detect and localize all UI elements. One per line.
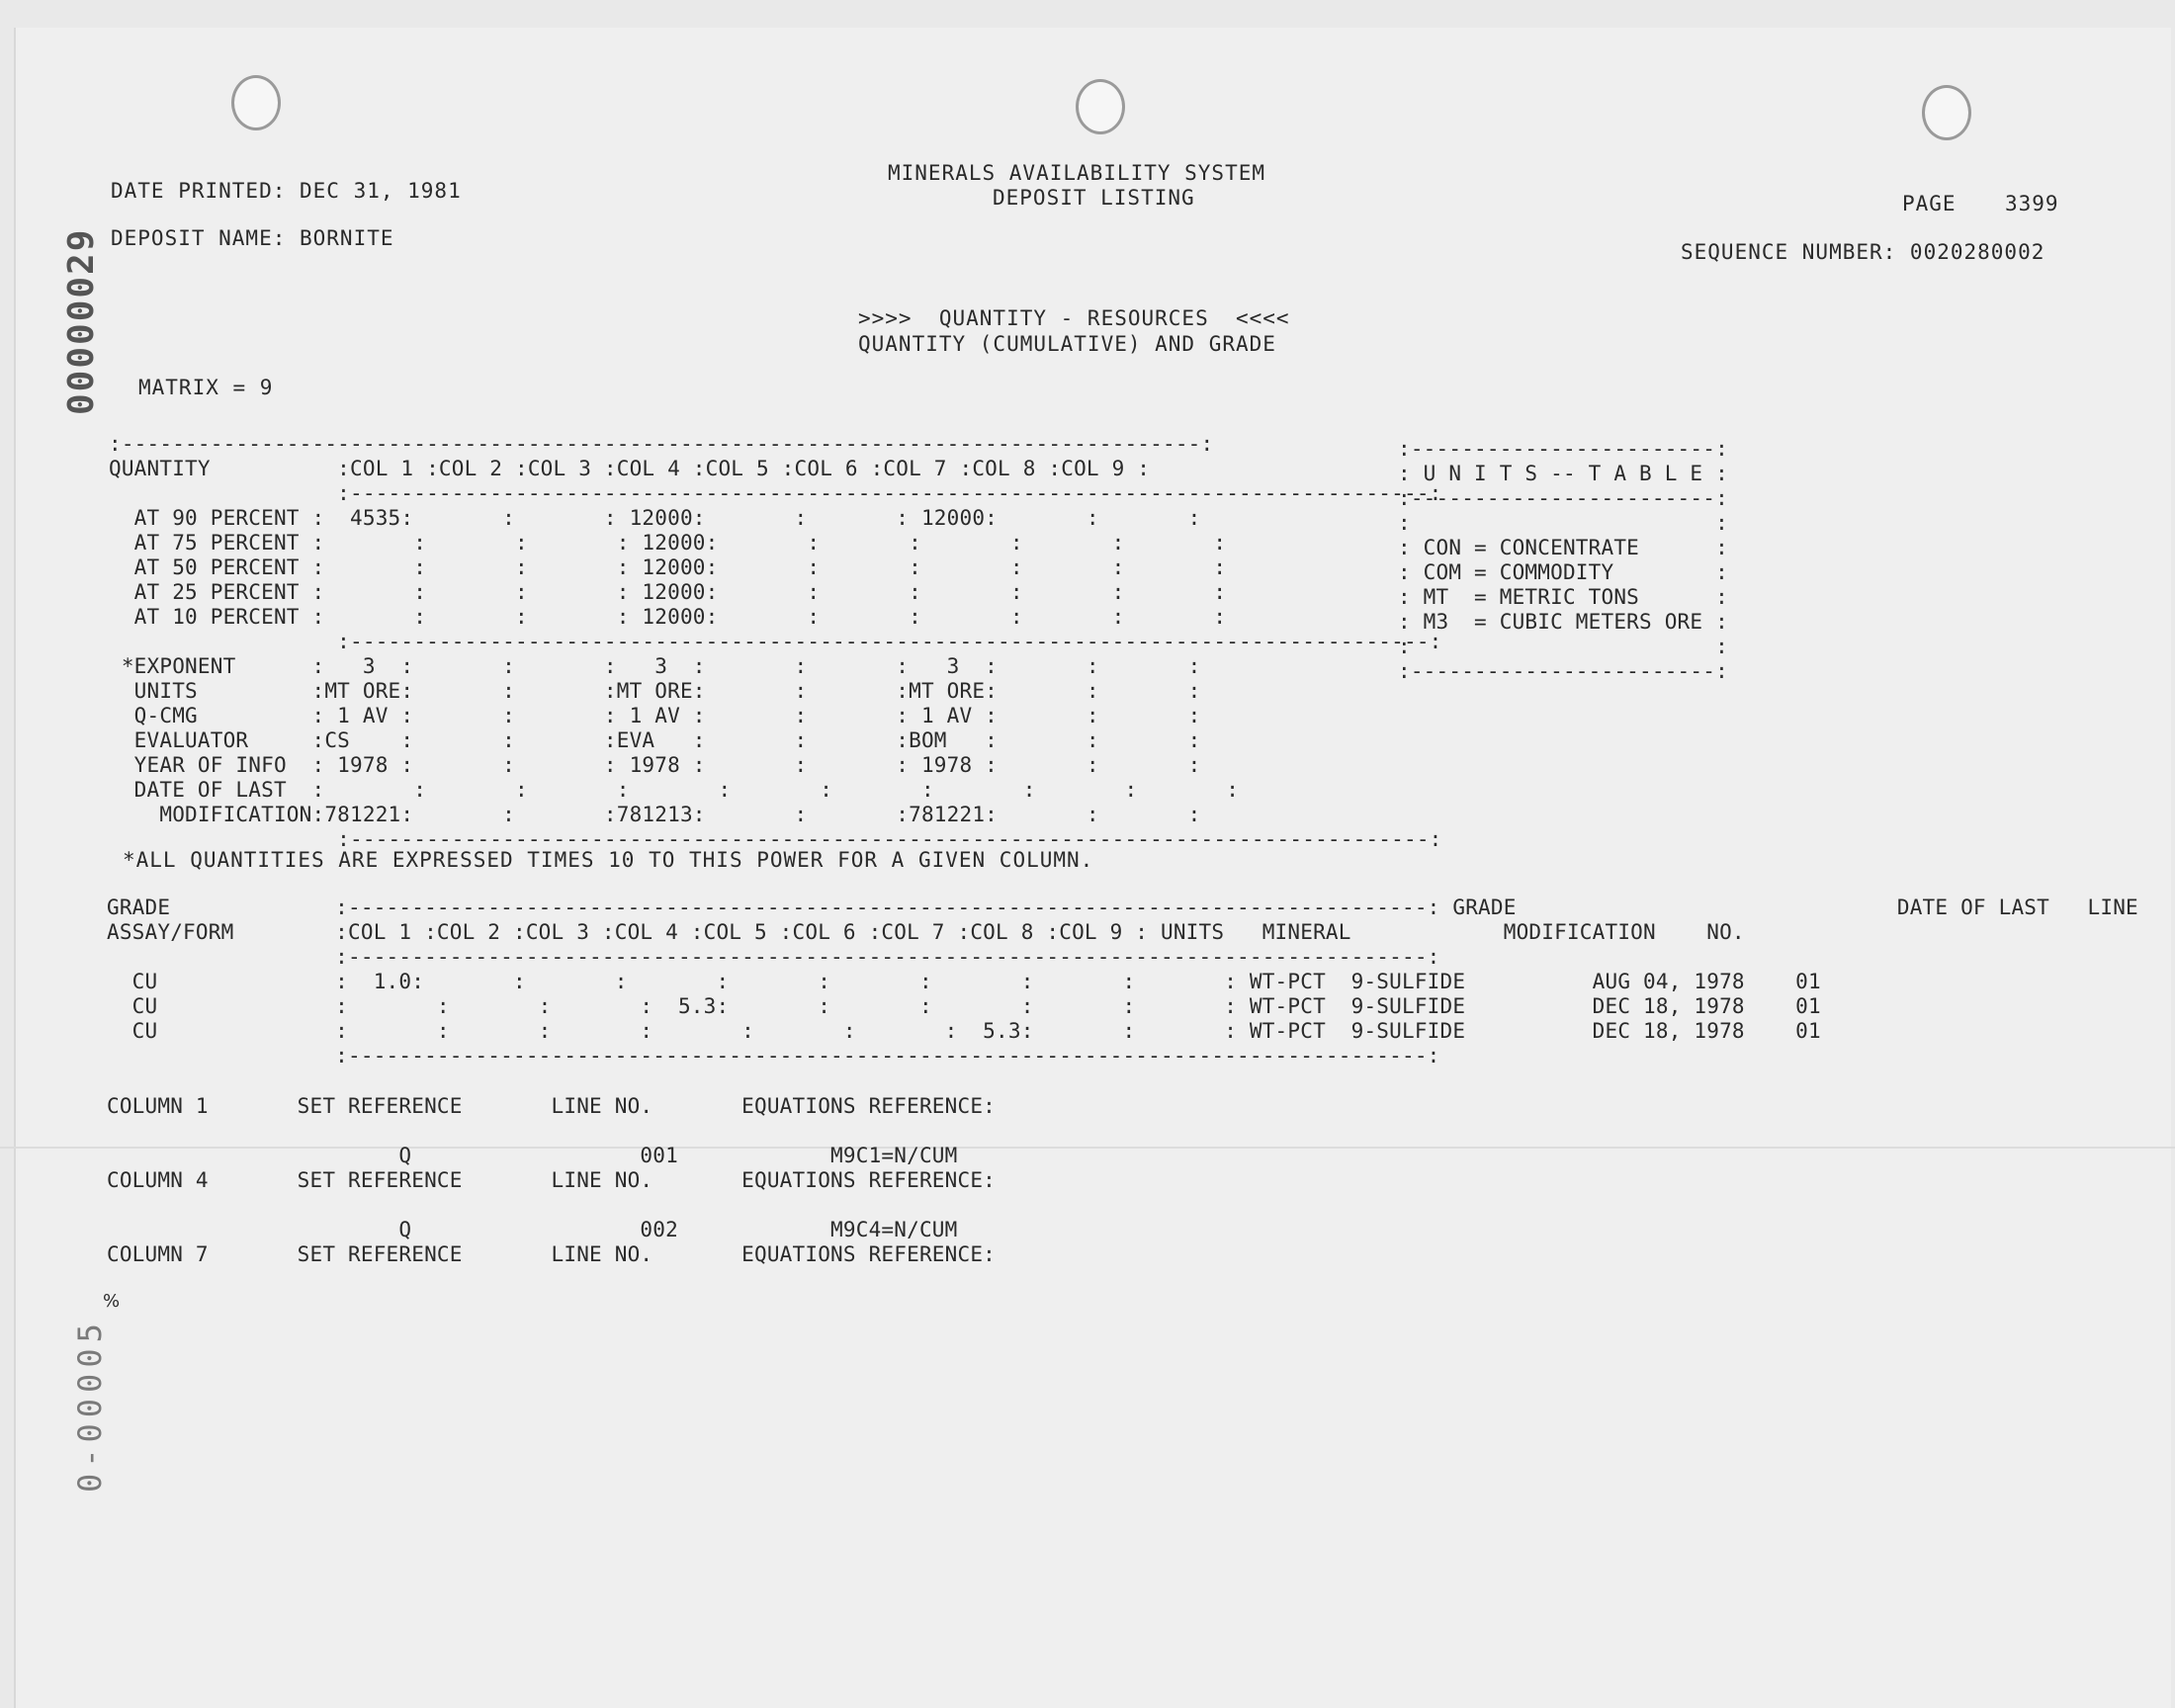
system-title: MINERALS AVAILABILITY SYSTEM — [888, 161, 1266, 185]
exponent-footnote: *ALL QUANTITIES ARE EXPRESSED TIMES 10 TO THIS POWER FOR A GIVEN COLUMN. — [123, 848, 1094, 872]
punch-hole-center — [1076, 79, 1125, 134]
section-title: >>>> QUANTITY - RESOURCES <<<< — [858, 306, 1290, 330]
punch-hole-left — [231, 75, 281, 130]
deposit-name: DEPOSIT NAME: BORNITE — [111, 226, 394, 250]
sequence-number: SEQUENCE NUMBER: 0020280002 — [1681, 240, 2045, 264]
date-printed: DATE PRINTED: DEC 31, 1981 — [111, 179, 462, 203]
page-number: 3399 — [2005, 192, 2059, 215]
quantity-table: :-------------------------------------------------------------------------------------: QUANTITY :COL 1 :COL 2 :COL 3 :COL 4 :COL 5 :COL 6 :COL 7 :COL 8 :COL 9 : :-------------------------------------------------------------------------------------: AT 90 PERCENT : 4535: : : 12000: : : 12000: : : AT 75 PERCENT : : : : 12000: : : : : : AT 50 PERCENT : : : : 12000: : : : : : AT 25 PERCENT : : : : 12000: : : : : : AT 10 PERCENT : : : : 12000: : : : : : :-------------------------------------------------------------------------------------: *EXPONENT : 3 : : : 3 : : : 3 : : : UNITS :MT ORE: : :MT ORE: : :MT ORE: : : Q-CMG : 1 AV : : : 1 AV : : : 1 AV : : : EVALUATOR :CS : : :EVA : : :BOM : : : YEAR OF INFO : 1978 : : : 1978 : : : 1978 : : : DATE OF LAST : : : : : : : : : : MODIFICATION:781221: : :781213: : :781221: : : :-------------------------------------------------------------------------------------: — [109, 432, 1442, 851]
bottom-margin-stamp: 0-00005 — [71, 1318, 109, 1493]
references-block: COLUMN 1 SET REFERENCE LINE NO. EQUATIONS REFERENCE: Q 001 M9C1=N/CUM COLUMN 4 SET REFERENCE LINE NO. EQUATIONS REFERENCE: Q 002 M9C4=N/CUM COLUMN 7 SET REFERENCE LINE NO. EQUATIONS REFERENCE: — [107, 1094, 997, 1266]
punch-hole-right — [1922, 85, 1971, 140]
section-subtitle: QUANTITY (CUMULATIVE) AND GRADE — [858, 332, 1276, 356]
matrix-label: MATRIX = 9 — [138, 376, 274, 399]
top-margin-stamp: 00000029 — [61, 227, 102, 415]
percent-mark: % — [103, 1291, 121, 1312]
units-table: :------------------------: : U N I T S -- T A B L E : :------------------------: : : : CON = CONCENTRATE : : COM = COMMODITY : : MT = METRIC TONS : : M3 = CUBIC METERS ORE : : : :------------------------: — [1398, 437, 1728, 683]
page-label: PAGE — [1902, 192, 1957, 215]
grade-table: GRADE :-------------------------------------------------------------------------------------: GRADE DATE OF LAST LINE ASSAY/FORM :COL 1 :COL 2 :COL 3 :COL 4 :COL 5 :COL 6 :COL 7 :COL 8 :COL 9 : UNITS MINERAL MODIFICATION NO. :-------------------------------------------------------------------------------------: CU : 1.0: : : : : : : : : WT-PCT 9-SULFIDE AUG 04, 1978 01 CU : : : : 5.3: : : : : : WT-PCT 9-SULFIDE DEC 18, 1978 01 CU : : : : : : : 5.3: : : WT-PCT 9-SULFIDE DEC 18, 1978 01 :-------------------------------------------------------------------------------------: — [107, 896, 2138, 1068]
listing-title: DEPOSIT LISTING — [993, 186, 1195, 210]
